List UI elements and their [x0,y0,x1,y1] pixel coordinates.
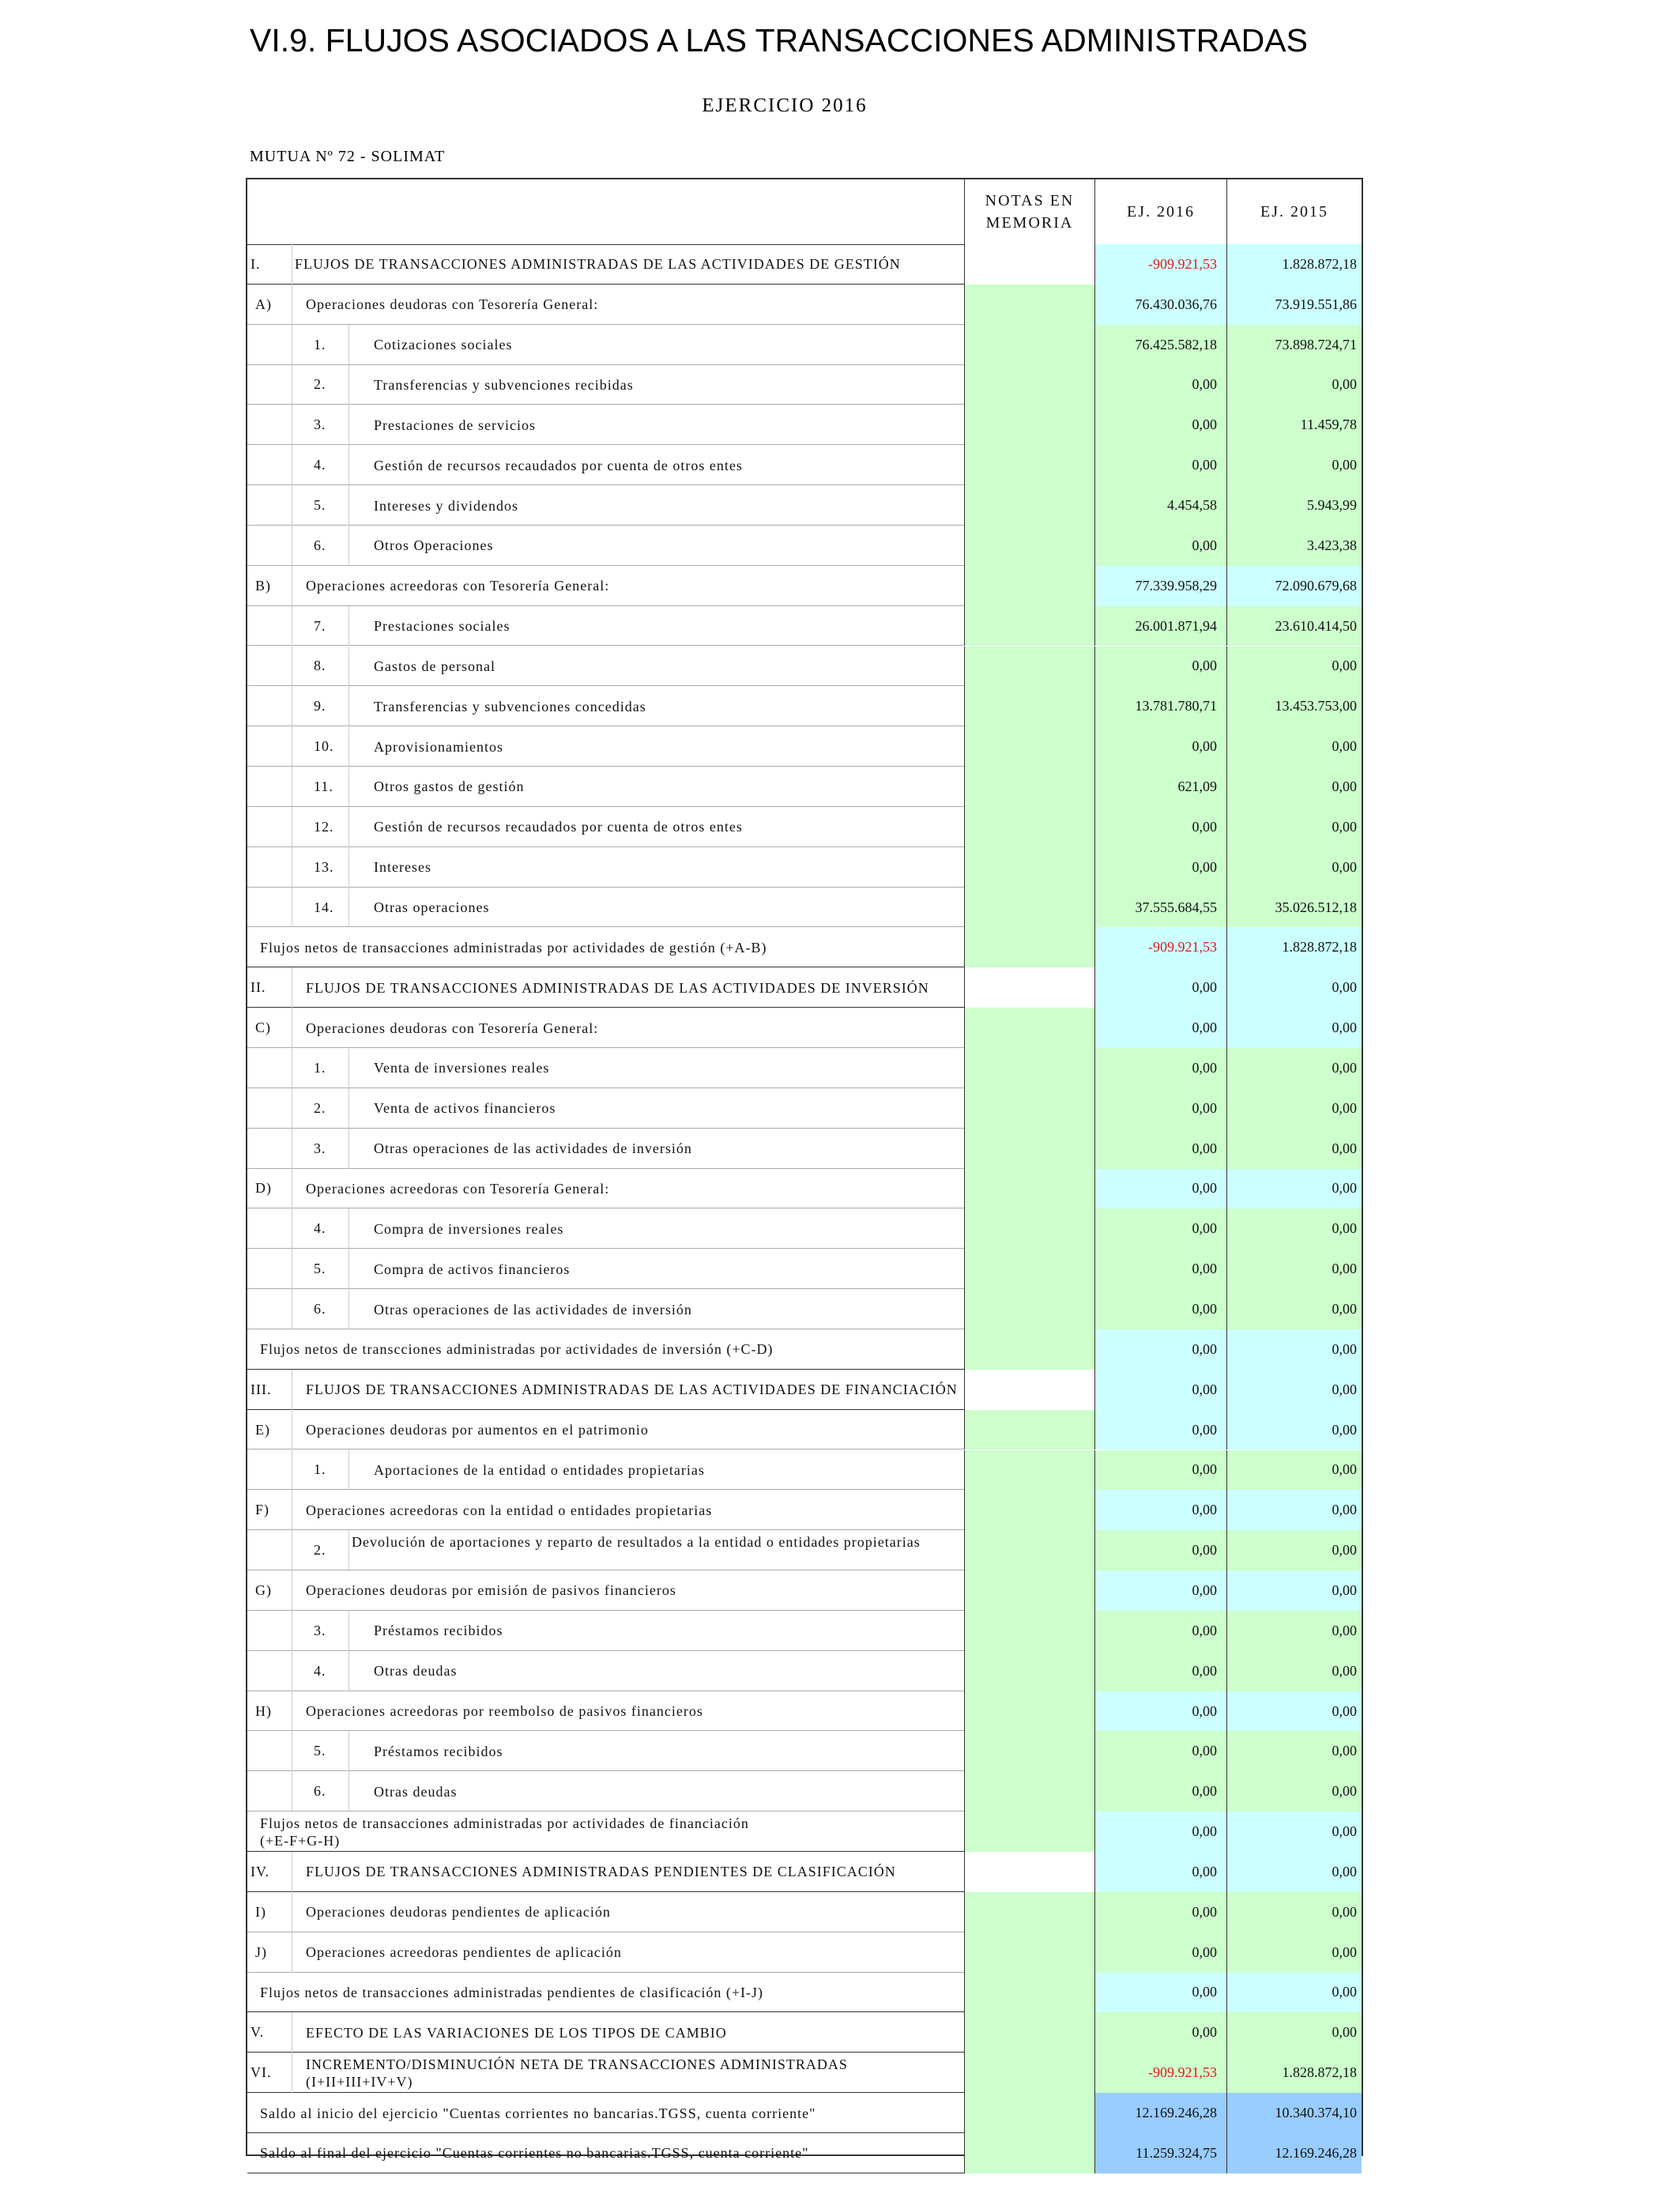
row-value-2016: 0,00 [1094,1570,1226,1611]
row-value-2015: 0,00 [1226,1530,1362,1570]
row-number: 5. [314,1261,326,1277]
row-number: 1. [314,336,326,352]
table-row [247,1771,1362,1811]
row-value-2015: 0,00 [1226,1289,1362,1329]
row-label: Operaciones deudoras con Tesorería General: [306,1020,599,1036]
row-value-2015: 0,00 [1226,1450,1362,1491]
row-value-2016: -909.921,53 [1094,927,1226,967]
row-code: II. [250,979,266,996]
row-notes-cell [964,2012,1094,2053]
row-code: E) [255,1421,270,1438]
table-row [247,2012,1362,2053]
row-value-2015: 72.090.679,68 [1226,566,1362,606]
table-row [247,888,1362,928]
table-row [247,1329,1362,1370]
row-notes-cell [964,445,1094,485]
row-value-2016: 12.169.246,28 [1094,2093,1226,2133]
table-row [247,967,1362,1008]
row-notes-cell [964,244,1094,285]
row-code: I. [250,255,261,272]
row-code: C) [255,1020,271,1036]
row-label: Saldo al inicio del ejercicio "Cuentas corrientes no bancarias.TGSS, cuenta corriente" [260,2105,816,2121]
row-notes-cell [964,1129,1094,1169]
row-value-2016: 77.339.958,29 [1094,566,1226,606]
row-label: FLUJOS DE TRANSACCIONES ADMINISTRADAS DE LAS ACTIVIDADES DE FINANCIACIÓN [306,1382,958,1398]
row-notes-cell [964,1450,1094,1491]
row-notes-cell [964,1771,1094,1811]
row-label: Otras operaciones [374,899,490,916]
row-notes-cell [964,1169,1094,1209]
row-label: EFECTO DE LAS VARIACIONES DE LOS TIPOS DE CAMBIO [306,2024,727,2041]
row-code: I) [255,1903,266,1920]
row-number: 9. [314,698,326,714]
table-row [247,1410,1362,1450]
row-label: Intereses [374,859,431,876]
row-notes-cell [964,1329,1094,1370]
row-value-2016: 0,00 [1094,365,1226,405]
row-notes-cell [964,888,1094,928]
row-value-2015: 0,00 [1226,1208,1362,1249]
row-label: Operaciones deudoras con Tesorería General: [306,296,599,313]
row-value-2015: 35.026.512,18 [1226,888,1362,928]
row-notes-cell [964,485,1094,526]
row-value-2016: 0,00 [1094,1892,1226,1932]
row-value-2015: 0,00 [1226,967,1362,1008]
row-value-2016: 0,00 [1094,847,1226,888]
row-number: 5. [314,1743,326,1759]
row-value-2015: 1.828.872,18 [1226,2053,1362,2093]
table-row [247,325,1362,365]
row-value-2016: 0,00 [1094,1410,1226,1450]
row-value-2016: 0,00 [1094,1611,1226,1651]
row-label: Operaciones acreedoras con la entidad o entidades propietarias [306,1502,713,1518]
table-row [247,1973,1362,2013]
row-notes-cell [964,1691,1094,1732]
row-value-2016: 26.001.871,94 [1094,606,1226,647]
table-row [247,1570,1362,1611]
row-value-2015: 0,00 [1226,1008,1362,1048]
row-value-2015: 0,00 [1226,1088,1362,1129]
row-notes-cell [964,807,1094,847]
row-label: Operaciones deudoras por emisión de pasivos financieros [306,1582,676,1599]
row-number: 1. [314,1461,326,1478]
row-label: Gestión de recursos recaudados por cuenta de otros entes [374,819,743,835]
row-number: 4. [314,457,326,473]
row-value-2016: 0,00 [1094,1370,1226,1410]
row-code: A) [255,296,272,312]
row-value-2016: 0,00 [1094,1289,1226,1329]
row-value-2016: 621,09 [1094,767,1226,807]
row-value-2015: 0,00 [1226,726,1362,767]
row-label: Saldo al final del ejercicio "Cuentas corrientes no bancarias.TGSS, cuenta corriente" [260,2145,809,2162]
fiscal-year-heading: EJERCICIO 2016 [702,95,868,116]
row-label: Prestaciones de servicios [374,417,536,433]
row-value-2016: 0,00 [1094,967,1226,1008]
row-value-2015: 0,00 [1226,1932,1362,1973]
row-code: B) [255,577,271,594]
row-number: 10. [314,738,334,755]
row-label: Intereses y dividendos [374,497,518,514]
table-row [247,1490,1362,1530]
row-notes-cell [964,1731,1094,1771]
row-notes-cell [964,686,1094,726]
row-notes-cell [964,325,1094,365]
row-label: Prestaciones sociales [374,618,510,635]
row-number: 5. [314,497,326,514]
table-row [247,927,1362,967]
row-number: 6. [314,1301,326,1318]
table-row [247,1530,1362,1570]
row-code: VI. [250,2064,272,2081]
row-label: FLUJOS DE TRANSACCIONES ADMINISTRADAS DE LAS ACTIVIDADES DE GESTIÓN [295,256,901,273]
row-value-2015: 13.453.753,00 [1226,686,1362,726]
row-label: Transferencias y subvenciones recibidas [374,376,634,393]
row-label: INCREMENTO/DISMINUCIÓN NETA DE TRANSACCIONES ADMINISTRADAS (I+II+III+IV+V) [306,2056,853,2090]
row-value-2015: 0,00 [1226,445,1362,485]
row-label: Operaciones acreedoras con Tesorería General: [306,1180,610,1197]
row-value-2016: 0,00 [1094,647,1226,687]
row-value-2016: 37.555.684,55 [1094,888,1226,928]
table-row [247,405,1362,445]
table-row [247,1811,1362,1852]
row-value-2016: 0,00 [1094,1048,1226,1088]
row-notes-cell [964,1490,1094,1530]
row-value-2016: 0,00 [1094,2012,1226,2053]
row-notes-cell [964,647,1094,687]
row-label: Transferencias y subvenciones concedidas [374,698,646,714]
table-row [247,647,1362,687]
row-notes-cell [964,1088,1094,1129]
row-notes-cell [964,606,1094,647]
row-notes-cell [964,847,1094,888]
row-value-2015: 0,00 [1226,1249,1362,1289]
table-row [247,1048,1362,1088]
row-code: D) [255,1180,272,1197]
row-label: Operaciones deudoras pendientes de aplicación [306,1904,611,1921]
row-value-2015: 0,00 [1226,1811,1362,1852]
row-value-2016: 0,00 [1094,1088,1226,1129]
page-title: VI.9. FLUJOS ASOCIADOS A LAS TRANSACCIONES ADMINISTRADAS [250,22,1308,58]
row-code: J) [255,1943,267,1960]
row-value-2015: 5.943,99 [1226,485,1362,526]
row-number: 3. [314,417,326,433]
row-value-2016: 0,00 [1094,1530,1226,1570]
table-row [247,1450,1362,1491]
row-value-2015: 0,00 [1226,1129,1362,1169]
row-number: 2. [314,1099,326,1116]
row-label: Gastos de personal [374,658,495,674]
row-label: Compra de inversiones reales [374,1220,564,1237]
table-row [247,365,1362,405]
row-value-2016: 0,00 [1094,526,1226,566]
row-label: Otras operaciones de las actividades de inversión [374,1301,692,1318]
row-label: FLUJOS DE TRANSACCIONES ADMINISTRADAS DE LAS ACTIVIDADES DE INVERSIÓN [306,979,929,996]
row-number: 3. [314,1622,326,1638]
row-label: Flujos netos de transcciones administradas por actividades de inversión (+C-D) [260,1341,774,1358]
table-row [247,1611,1362,1651]
table-row [247,1208,1362,1249]
row-value-2016: 76.425.582,18 [1094,325,1226,365]
row-notes-cell [964,2053,1094,2093]
row-notes-cell [964,526,1094,566]
table-row [247,726,1362,767]
row-value-2016: 0,00 [1094,1691,1226,1732]
table-row [247,1169,1362,1209]
row-code: F) [255,1502,270,1518]
row-value-2015: 0,00 [1226,1691,1362,1732]
table-row [247,1129,1362,1169]
row-label: Aprovisionamientos [374,738,503,755]
header-year-2015: EJ. 2015 [1226,179,1362,244]
row-label: Otras operaciones de las actividades de inversión [374,1140,692,1157]
row-notes-cell [964,1973,1094,2013]
row-notes-cell [964,1892,1094,1932]
row-value-2016: 0,00 [1094,1973,1226,2013]
row-label: Venta de inversiones reales [374,1060,550,1076]
row-label: Otros gastos de gestión [374,778,525,795]
table-row [247,1892,1362,1932]
row-value-2016: 0,00 [1094,445,1226,485]
row-value-2015: 0,00 [1226,1329,1362,1370]
row-label: Flujos netos de transacciones administradas por actividades de financiación (+E-F+G-H) [260,1815,749,1849]
row-code: V. [250,2024,265,2041]
row-label: Flujos netos de transacciones administradas por actividades de gestión (+A-B) [260,939,767,956]
row-notes-cell [964,1370,1094,1410]
row-value-2015: 73.898.724,71 [1226,325,1362,365]
table-row [247,1249,1362,1289]
row-value-2016: 11.259.324,75 [1094,2133,1226,2173]
row-value-2016: -909.921,53 [1094,2053,1226,2093]
row-value-2016: 0,00 [1094,405,1226,445]
table-row [247,606,1362,647]
row-code: III. [250,1381,272,1397]
row-value-2015: 1.828.872,18 [1226,244,1362,285]
table-row [247,526,1362,566]
row-label: Otras deudas [374,1663,458,1679]
row-notes-cell [964,1932,1094,1973]
row-notes-cell [964,927,1094,967]
row-value-2016: 0,00 [1094,807,1226,847]
row-code: H) [255,1702,272,1719]
row-value-2015: 0,00 [1226,647,1362,687]
row-number: 11. [314,778,333,794]
table-row [247,285,1362,325]
row-value-2015: 0,00 [1226,767,1362,807]
row-value-2015: 10.340.374,10 [1226,2093,1362,2133]
row-value-2016: 0,00 [1094,1932,1226,1973]
row-code: G) [255,1581,272,1598]
row-label: Operaciones acreedoras con Tesorería General: [306,578,610,594]
row-label: Operaciones deudoras por aumentos en el patrimonio [306,1422,649,1438]
row-label: Otras deudas [374,1783,458,1800]
row-number: 7. [314,617,326,634]
row-notes-cell [964,1651,1094,1691]
row-number: 2. [314,1542,326,1559]
row-value-2015: 23.610.414,50 [1226,606,1362,647]
header-year-2016: EJ. 2016 [1094,179,1226,244]
table-row [247,1008,1362,1048]
row-value-2016: 13.781.780,71 [1094,686,1226,726]
table-header [247,179,1362,245]
row-value-2015: 0,00 [1226,807,1362,847]
row-number: 8. [314,658,326,674]
row-label: Operaciones acreedoras pendientes de aplicación [306,1944,622,1961]
table-row [247,1289,1362,1329]
row-value-2016: 0,00 [1094,1169,1226,1209]
table-row [247,1731,1362,1771]
row-value-2015: 0,00 [1226,1731,1362,1771]
row-value-2016: 0,00 [1094,1490,1226,1530]
row-value-2016: 0,00 [1094,1811,1226,1852]
row-label: Préstamos recibidos [374,1743,503,1759]
row-value-2015: 0,00 [1226,1048,1362,1088]
row-value-2016: 0,00 [1094,1249,1226,1289]
row-notes-cell [964,1811,1094,1852]
table-row [247,445,1362,485]
row-notes-cell [964,566,1094,606]
row-value-2016: 0,00 [1094,1852,1226,1892]
row-notes-cell [964,1611,1094,1651]
row-value-2015: 0,00 [1226,1490,1362,1530]
row-value-2016: 0,00 [1094,1771,1226,1811]
table-row [247,1691,1362,1732]
row-number: 1. [314,1059,326,1076]
row-label: Préstamos recibidos [374,1623,503,1639]
row-label: Gestión de recursos recaudados por cuenta de otros entes [374,457,743,473]
table-row [247,1370,1362,1410]
row-notes-cell [964,967,1094,1008]
row-notes-cell [964,2093,1094,2133]
table-row [247,767,1362,807]
row-value-2016: 0,00 [1094,1731,1226,1771]
row-value-2016: 0,00 [1094,1208,1226,1249]
row-value-2016: 0,00 [1094,1651,1226,1691]
row-number: 2. [314,376,326,393]
header-notes: NOTAS EN MEMORIA [964,179,1094,244]
row-label: Compra de activos financieros [374,1261,571,1277]
row-value-2016: 0,00 [1094,1129,1226,1169]
row-notes-cell [964,1249,1094,1289]
row-value-2015: 0,00 [1226,847,1362,888]
row-notes-cell [964,1289,1094,1329]
row-notes-cell [964,1530,1094,1570]
row-value-2015: 0,00 [1226,1611,1362,1651]
row-number: 4. [314,1220,326,1237]
row-number: 12. [314,818,334,835]
row-notes-cell [964,2133,1094,2173]
table-row [247,244,1362,285]
row-value-2016: 76.430.036,76 [1094,285,1226,325]
table-row [247,1852,1362,1892]
table-row [247,1651,1362,1691]
row-label: Operaciones acreedoras por reembolso de pasivos financieros [306,1703,703,1720]
table-row [247,485,1362,526]
table-row [247,1932,1362,1973]
table-row [247,807,1362,847]
table-row [247,2053,1362,2093]
row-value-2015: 0,00 [1226,1892,1362,1932]
row-label: Aportaciones de la entidad o entidades propietarias [374,1461,705,1478]
row-value-2015: 0,00 [1226,2012,1362,2053]
table-row [247,847,1362,888]
table-row [247,2133,1362,2173]
row-number: 6. [314,537,326,553]
row-number: 4. [314,1662,326,1679]
row-number: 3. [314,1140,326,1156]
row-value-2016: 0,00 [1094,726,1226,767]
row-value-2015: 0,00 [1226,1973,1362,2013]
table-row [247,2093,1362,2133]
row-label: Flujos netos de transacciones administradas pendientes de clasificación (+I-J) [260,1984,763,2000]
row-number: 13. [314,858,334,875]
row-value-2015: 0,00 [1226,1410,1362,1450]
row-notes-cell [964,365,1094,405]
row-value-2016: 0,00 [1094,1008,1226,1048]
row-value-2015: 1.828.872,18 [1226,927,1362,967]
row-label: FLUJOS DE TRANSACCIONES ADMINISTRADAS PENDIENTES DE CLASIFICACIÓN [306,1864,896,1880]
row-value-2016: 0,00 [1094,1450,1226,1491]
row-notes-cell [964,767,1094,807]
row-value-2016: -909.921,53 [1094,244,1226,285]
row-value-2015: 11.459,78 [1226,405,1362,445]
entity-name: MUTUA Nº 72 - SOLIMAT [250,148,446,165]
row-notes-cell [964,405,1094,445]
row-value-2015: 0,00 [1226,1169,1362,1209]
row-notes-cell [964,1570,1094,1611]
row-label: Venta de activos financieros [374,1100,556,1117]
row-value-2015: 73.919.551,86 [1226,285,1362,325]
cash-flow-table [246,178,1363,2162]
row-value-2015: 0,00 [1226,1771,1362,1811]
row-notes-cell [964,1852,1094,1892]
row-value-2015: 3.423,38 [1226,526,1362,566]
row-notes-cell [964,1410,1094,1450]
row-label: Otros Operaciones [374,537,494,554]
row-number: 6. [314,1783,326,1800]
row-label: Cotizaciones sociales [374,337,513,353]
row-value-2015: 0,00 [1226,365,1362,405]
row-notes-cell [964,1208,1094,1249]
row-value-2016: 4.454,58 [1094,485,1226,526]
row-value-2015: 0,00 [1226,1570,1362,1611]
row-value-2015: 0,00 [1226,1651,1362,1691]
table-row [247,566,1362,606]
row-notes-cell [964,1008,1094,1048]
row-label: Devolución de aportaciones y reparto de resultados a la entidad o entidades propietarias [352,1534,921,1551]
row-code: IV. [250,1863,270,1879]
row-value-2015: 0,00 [1226,1370,1362,1410]
row-notes-cell [964,285,1094,325]
row-value-2015: 12.169.246,28 [1226,2133,1362,2173]
row-number: 14. [314,899,334,915]
table-row [247,1088,1362,1129]
row-value-2016: 0,00 [1094,1329,1226,1370]
table-row [247,686,1362,726]
row-notes-cell [964,726,1094,767]
row-notes-cell [964,1048,1094,1088]
row-value-2015: 0,00 [1226,1852,1362,1892]
